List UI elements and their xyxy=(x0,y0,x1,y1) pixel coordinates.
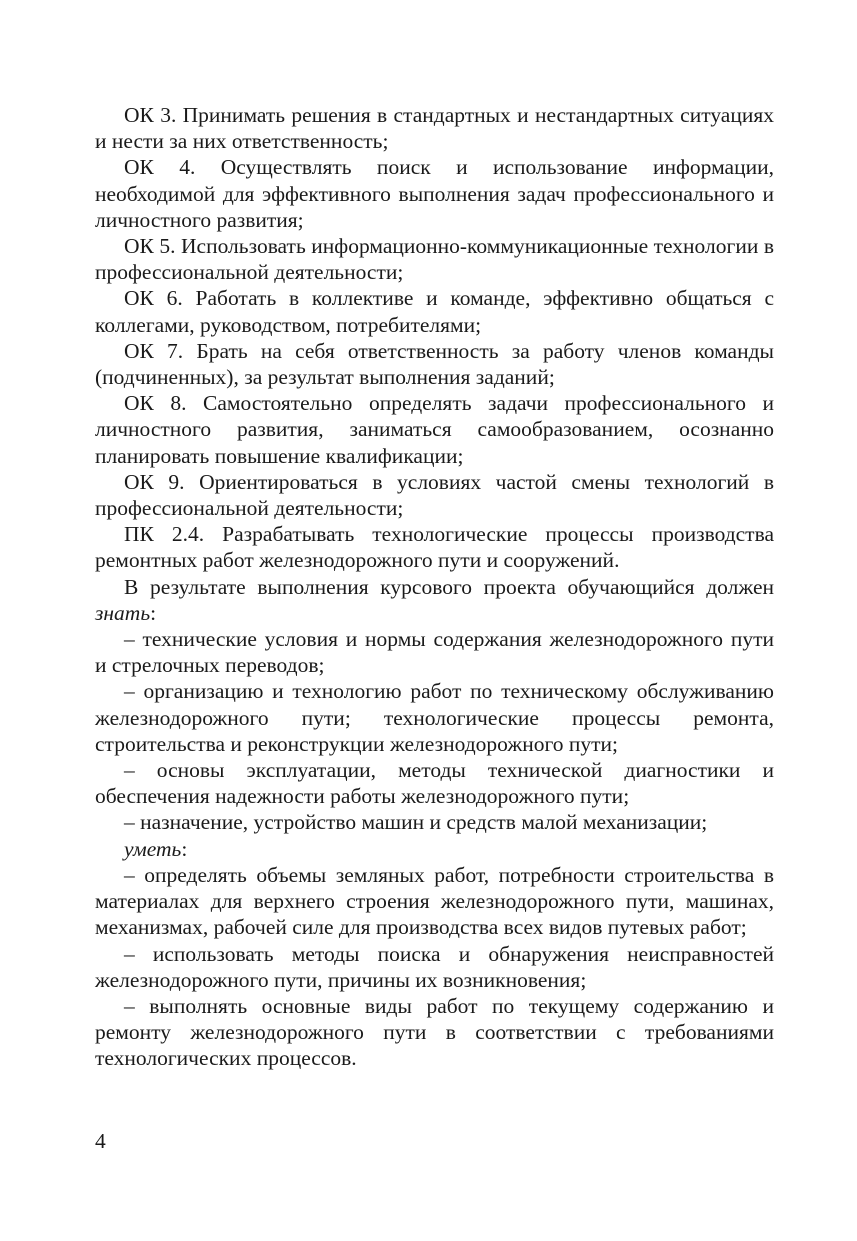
list-item-know-4: – назначение, устройство машин и средств малой механизации; xyxy=(124,810,708,835)
label-be-able: уметь xyxy=(124,836,182,861)
paragraph-ok5: ОК 5. Использовать информационно-коммуникационные технологии в профессиональной деятельности; xyxy=(95,234,774,285)
paragraph-pk24: ПК 2.4. Разрабатывать технологические процессы производства ремонтных работ железнодорожного пути и сооружений. xyxy=(95,522,774,573)
body-text xyxy=(95,102,774,1072)
paragraph-be-able xyxy=(95,836,774,862)
label-know-colon: : xyxy=(150,600,157,625)
intro-text: В результате выполнения курсового проекта обучающийся должен xyxy=(124,574,774,599)
list-item-know-3: – основы эксплуатации, методы технической диагностики и обеспечения надежности работы железнодорожного пути; xyxy=(95,758,774,809)
paragraph-ok3: ОК 3. Принимать решения в стандартных и нестандартных ситуациях и нести за них ответственность; xyxy=(95,103,774,154)
list-item-able-1: – определять объемы земляных работ, потребности строительства в материалах для верхнего строения железнодорожного пути, машинах, механизмах, рабочей силе для производства всех видов путевых работ; xyxy=(95,862,774,940)
page-number: 4 xyxy=(95,1129,106,1153)
label-know: знать xyxy=(95,600,151,625)
paragraph-ok8: ОК 8. Самостоятельно определять задачи профессионального и личностного развития, заниматься самообразованием, осознанно планировать повышение квалификации; xyxy=(95,391,774,468)
list-item-able-3: – выполнять основные виды работ по текущему содержанию и ремонту железнодорожного пути в соответствии с требованиями технологических процессов. xyxy=(95,993,774,1071)
list-item-know-2: – организацию и технологию работ по техническому обслуживанию железнодорожного пути; технологические процессы ремонта, строительства и реконструкции железнодорожного пути; xyxy=(95,679,774,756)
paragraph-ok9: ОК 9. Ориентироваться в условиях частой смены технологий в профессиональной деятельности; xyxy=(95,469,774,521)
paragraph-ok4: ОК 4. Осуществлять поиск и использование информации, необходимой для эффективного выполнения задач профессионального и личностного развития; xyxy=(95,155,774,232)
list-item-able-2: – использовать методы поиска и обнаружения неисправностей железнодорожного пути, причины их возникновения; xyxy=(95,941,774,992)
label-be-able-colon: : xyxy=(181,836,188,861)
paragraph-result-intro xyxy=(95,574,774,626)
paragraph-ok7: ОК 7. Брать на себя ответственность за работу членов команды (подчиненных), за результат выполнения заданий; xyxy=(95,338,774,390)
list-item-know-1: – технические условия и нормы содержания железнодорожного пути и стрелочных переводов; xyxy=(95,627,774,678)
paragraph-ok6: ОК 6. Работать в коллективе и команде, эффективно общаться с коллегами, руководством, потребителями; xyxy=(95,286,774,337)
